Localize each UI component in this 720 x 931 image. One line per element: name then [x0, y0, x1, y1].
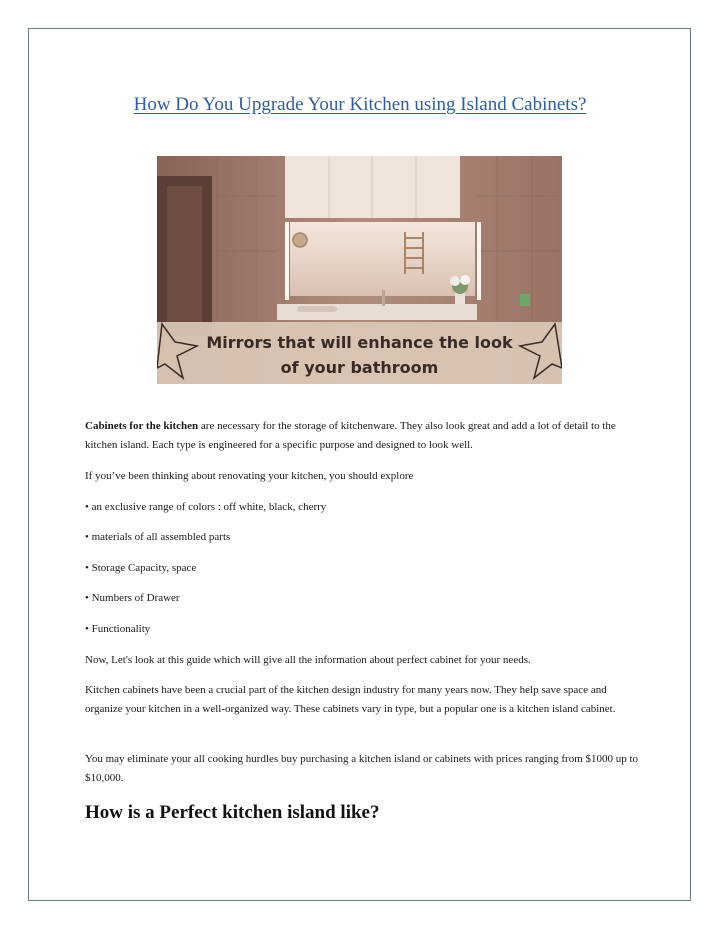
bullet-item-drawers: • Numbers of Drawer [85, 592, 180, 604]
page-title-link[interactable]: How Do You Upgrade Your Kitchen using Island Cabinets? [133, 94, 587, 115]
hero-caption-line-2: of your bathroom [280, 358, 439, 377]
section-heading: How is a Perfect kitchen island like? [85, 802, 380, 823]
guide-paragraph: Now, Let's look at this guide which will give all the information about perfect cabinet for your needs. [85, 654, 531, 666]
bullet-item-colors: • an exclusive range of colors : off white, black, cherry [85, 501, 327, 513]
bullet-item-storage: • Storage Capacity, space [85, 562, 197, 574]
industry-paragraph: Kitchen cabinets have been a crucial part of the kitchen design industry for many years now. They help save space and organize your kitchen in a well-organized way. These cabinets vary in type, but a popular one is a kitchen island cabinet. [85, 684, 616, 715]
intro-text: are necessary for the storage of kitchenware. They also look great and add a lot of detail to the kitchen island. Each type is engineered for a specific purpose and designed to look well. [85, 420, 616, 451]
intro-bold-phrase: Cabinets for the kitchen [85, 420, 199, 432]
bullet-item-materials: • materials of all assembled parts [85, 531, 231, 543]
bullet-item-functionality: • Functionality [85, 623, 151, 635]
hero-caption-line-1: Mirrors that will enhance the look [206, 333, 513, 352]
explore-paragraph: If you’ve been thinking about renovating your kitchen, you should explore [85, 470, 414, 482]
prices-paragraph: You may eliminate your all cooking hurdles buy purchasing a kitchen island or cabinets with prices ranging from $1000 up to $10,000. [85, 753, 639, 784]
bathroom-mirror-illustration [157, 156, 562, 384]
intro-paragraph [85, 417, 645, 455]
hero-image [157, 156, 562, 384]
